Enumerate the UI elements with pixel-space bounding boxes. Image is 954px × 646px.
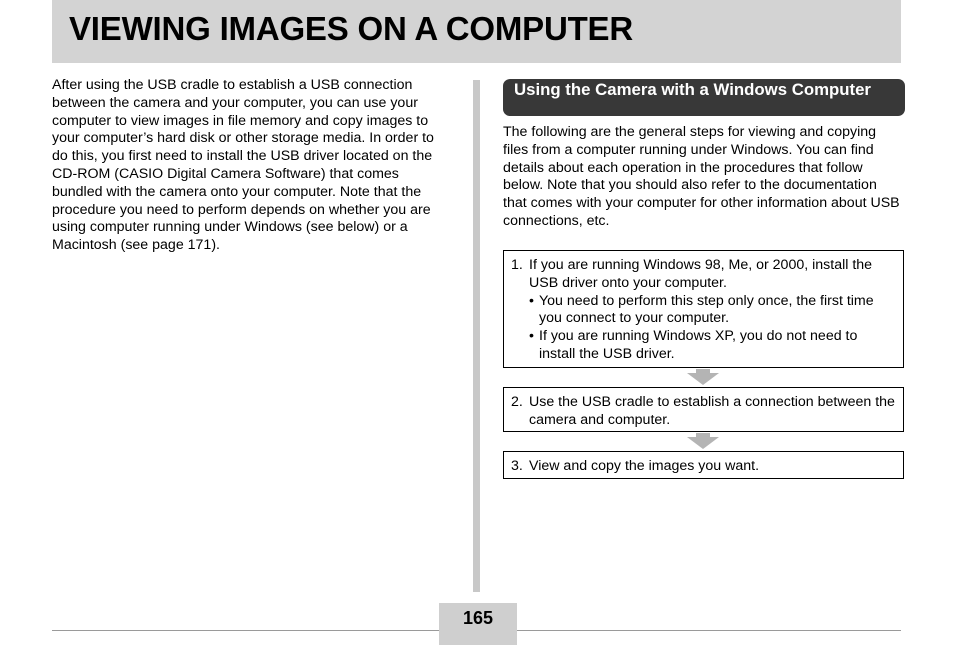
- intro-paragraph: After using the USB cradle to establish a USB connection between the camera and your computer, you can use your computer to view images in file memory and copy images to your computer’s hard disk or other storage media. In order to do this, you first need to install the USB driver located on the CD-ROM (CASIO Digital Camera Software) that comes bundled with the camera onto your computer. Note that the procedure you need to perform depends on whether you are using computer running under Windows (see below) or a Macintosh (see page 171).: [52, 77, 434, 254]
- page-number-box: [439, 603, 517, 645]
- bullet-glyph: •: [529, 292, 534, 309]
- step-text: If you are running Windows 98, Me, or 2000, install the USB driver onto your computer.: [529, 257, 873, 291]
- step-text: Use the USB cradle to establish a connection between the camera and computer.: [529, 394, 895, 428]
- section-heading: Using the Camera with a Windows Computer: [503, 79, 905, 116]
- section-intro: The following are the general steps for viewing and copying files from a computer running under Windows. You can find details about each operation in the procedures that follow below. Note that you should also refer to the documentation that comes with your computer for other information about USB connections, etc.: [503, 124, 900, 229]
- down-arrow-icon: [687, 369, 719, 385]
- bullet-text: You need to perform this step only once, the first time you connect to your computer.: [539, 292, 874, 327]
- page-title: VIEWING IMAGES ON A COMPUTER: [69, 10, 633, 47]
- page-number: 165: [462, 608, 494, 628]
- step-1-bullet-2: [511, 328, 897, 364]
- step-number: 1.: [511, 257, 523, 273]
- step-2: [511, 394, 897, 430]
- step-3: [511, 458, 897, 476]
- step-1-bullet-1: [511, 293, 897, 329]
- title-bar: [52, 0, 901, 63]
- bullet-glyph: •: [529, 328, 534, 345]
- step-3-box: [503, 451, 904, 479]
- step-2-box: [503, 387, 904, 432]
- step-number: 2.: [511, 394, 523, 410]
- bullet-text: If you are running Windows XP, you do not need to install the USB driver.: [539, 328, 858, 362]
- step-1: [511, 257, 897, 293]
- down-arrow-icon: [687, 433, 719, 449]
- step-1-box: [503, 250, 904, 368]
- step-number: 3.: [511, 458, 523, 474]
- column-divider: [473, 80, 480, 592]
- step-text: View and copy the images you want.: [529, 458, 760, 474]
